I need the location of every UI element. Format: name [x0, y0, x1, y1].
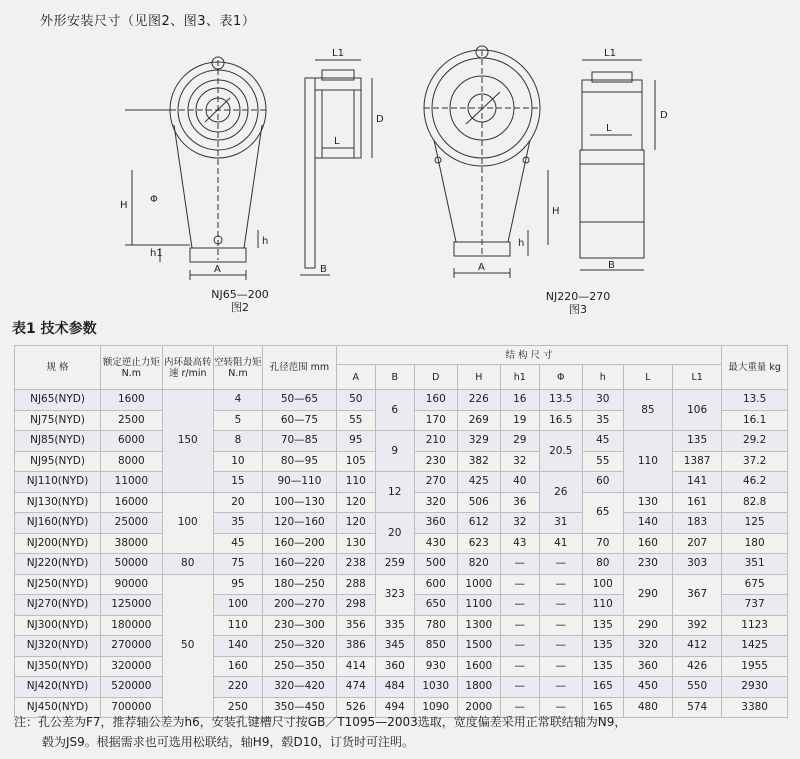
cell-idle: 8	[213, 431, 262, 452]
cell-model: NJ160(NYD)	[15, 513, 101, 534]
cell-bore: 80—95	[263, 451, 337, 472]
cell-phi: —	[539, 677, 582, 698]
cell-model: NJ350(NYD)	[15, 656, 101, 677]
cell-h: 35	[582, 410, 623, 431]
cell-model: NJ200(NYD)	[15, 533, 101, 554]
cell-B: 360	[375, 656, 414, 677]
cell-idle: 5	[213, 410, 262, 431]
cell-torque: 180000	[101, 615, 163, 636]
cell-model: NJ250(NYD)	[15, 574, 101, 595]
cell-D: 850	[414, 636, 457, 657]
cell-L1: 367	[672, 574, 721, 615]
cell-model: NJ95(NYD)	[15, 451, 101, 472]
cell-A: 105	[336, 451, 375, 472]
fig3-dim-L: L	[606, 123, 612, 134]
cell-L: 480	[623, 697, 672, 718]
cell-H: 1600	[457, 656, 500, 677]
cell-D: 210	[414, 431, 457, 452]
cell-H: 425	[457, 472, 500, 493]
cell-L: 230	[623, 554, 672, 575]
header-h: h	[582, 365, 623, 390]
cell-phi: 41	[539, 533, 582, 554]
cell-model: NJ75(NYD)	[15, 410, 101, 431]
cell-D: 600	[414, 574, 457, 595]
cell-A: 120	[336, 492, 375, 513]
fig2-dim-h: h	[262, 236, 269, 247]
header-L: L	[623, 365, 672, 390]
fig2-dim-D: D	[376, 114, 384, 125]
cell-weight: 13.5	[722, 390, 788, 411]
cell-H: 1000	[457, 574, 500, 595]
cell-D: 360	[414, 513, 457, 534]
cell-A: 526	[336, 697, 375, 718]
cell-H: 329	[457, 431, 500, 452]
cell-bore: 160—220	[263, 554, 337, 575]
cell-idle: 95	[213, 574, 262, 595]
cell-bore: 60—75	[263, 410, 337, 431]
fig2-dim-h1: h1	[150, 248, 163, 259]
cell-model: NJ450(NYD)	[15, 697, 101, 718]
fig3-dim-H: H	[552, 206, 560, 217]
cell-L1: 1387	[672, 451, 721, 472]
cell-bore: 70—85	[263, 431, 337, 452]
cell-model: NJ220(NYD)	[15, 554, 101, 575]
cell-L: 290	[623, 574, 672, 615]
table-row	[15, 677, 788, 698]
cell-model: NJ320(NYD)	[15, 636, 101, 657]
cell-torque: 6000	[101, 431, 163, 452]
cell-B: 494	[375, 697, 414, 718]
cell-idle: 35	[213, 513, 262, 534]
cell-B: 323	[375, 574, 414, 615]
cell-h: 100	[582, 574, 623, 595]
header-H: H	[457, 365, 500, 390]
cell-model: NJ65(NYD)	[15, 390, 101, 411]
cell-B: 9	[375, 431, 414, 472]
cell-weight: 737	[722, 595, 788, 616]
cell-H: 1100	[457, 595, 500, 616]
fig2-dim-A: A	[214, 264, 221, 275]
cell-weight: 125	[722, 513, 788, 534]
cell-phi: 26	[539, 472, 582, 513]
cell-phi: —	[539, 615, 582, 636]
cell-idle: 100	[213, 595, 262, 616]
cell-H: 2000	[457, 697, 500, 718]
cell-torque: 25000	[101, 513, 163, 534]
cell-L: 450	[623, 677, 672, 698]
cell-A: 414	[336, 656, 375, 677]
fig3-dim-L1: L1	[604, 48, 616, 59]
cell-h: 110	[582, 595, 623, 616]
header-idle: 空转阻力矩 N.m	[213, 346, 262, 390]
cell-L: 85	[623, 390, 672, 431]
cell-weight: 2930	[722, 677, 788, 698]
cell-torque: 38000	[101, 533, 163, 554]
table-row	[15, 431, 788, 452]
header-bore: 孔径范围 mm	[263, 346, 337, 390]
table-row	[15, 636, 788, 657]
cell-A: 238	[336, 554, 375, 575]
cell-B: 6	[375, 390, 414, 431]
cell-A: 298	[336, 595, 375, 616]
cell-phi: 31	[539, 513, 582, 534]
cell-D: 1090	[414, 697, 457, 718]
cell-H: 226	[457, 390, 500, 411]
figure3-side-view	[580, 60, 655, 270]
header-A: A	[336, 365, 375, 390]
cell-model: NJ110(NYD)	[15, 472, 101, 493]
cell-weight: 46.2	[722, 472, 788, 493]
cell-speed: 50	[162, 574, 213, 718]
cell-torque: 320000	[101, 656, 163, 677]
cell-B: 12	[375, 472, 414, 513]
cell-D: 780	[414, 615, 457, 636]
cell-B: 259	[375, 554, 414, 575]
cell-L: 130	[623, 492, 672, 513]
cell-B: 345	[375, 636, 414, 657]
cell-B: 484	[375, 677, 414, 698]
cell-torque: 700000	[101, 697, 163, 718]
cell-bore: 90—110	[263, 472, 337, 493]
fig2-dim-H: H	[120, 200, 128, 211]
cell-h1: 19	[500, 410, 539, 431]
cell-h1: —	[500, 636, 539, 657]
cell-model: NJ130(NYD)	[15, 492, 101, 513]
cell-D: 650	[414, 595, 457, 616]
cell-h: 60	[582, 472, 623, 493]
cell-phi: —	[539, 697, 582, 718]
cell-phi: —	[539, 656, 582, 677]
header-L1: L1	[672, 365, 721, 390]
cell-A: 356	[336, 615, 375, 636]
cell-weight: 1425	[722, 636, 788, 657]
cell-torque: 16000	[101, 492, 163, 513]
header-model: 规 格	[15, 346, 101, 390]
figure3-model: NJ220—270	[545, 290, 611, 303]
table-row	[15, 574, 788, 595]
table-row	[15, 390, 788, 411]
cell-weight: 16.1	[722, 410, 788, 431]
table-title: 表1 技术参数	[12, 321, 97, 337]
cell-L1: 392	[672, 615, 721, 636]
cell-weight: 1955	[722, 656, 788, 677]
cell-L1: 135	[672, 431, 721, 452]
fig3-dim-B: B	[608, 260, 615, 271]
cell-h1: 16	[500, 390, 539, 411]
cell-A: 110	[336, 472, 375, 493]
cell-D: 430	[414, 533, 457, 554]
cell-bore: 320—420	[263, 677, 337, 698]
cell-A: 474	[336, 677, 375, 698]
cell-h: 135	[582, 636, 623, 657]
cell-h1: —	[500, 697, 539, 718]
cell-phi: 16.5	[539, 410, 582, 431]
fig2-dim-L1: L1	[332, 48, 344, 59]
header-D: D	[414, 365, 457, 390]
cell-h1: 36	[500, 492, 539, 513]
cell-H: 623	[457, 533, 500, 554]
cell-weight: 29.2	[722, 431, 788, 452]
cell-bore: 350—450	[263, 697, 337, 718]
footnote-line2: 毂为JS9。根据需求也可选用松联结，轴H9，毂D10，订货时可注明。	[42, 735, 414, 749]
cell-torque: 2500	[101, 410, 163, 431]
cell-H: 820	[457, 554, 500, 575]
cell-L1: 574	[672, 697, 721, 718]
figure2-model: NJ65—200	[211, 288, 269, 301]
cell-A: 50	[336, 390, 375, 411]
cell-model: NJ300(NYD)	[15, 615, 101, 636]
cell-h1: —	[500, 677, 539, 698]
fig3-dim-D: D	[660, 110, 668, 121]
header-struct: 结 构 尺 寸	[336, 346, 721, 365]
cell-D: 170	[414, 410, 457, 431]
cell-bore: 200—270	[263, 595, 337, 616]
cell-idle: 220	[213, 677, 262, 698]
cell-model: NJ420(NYD)	[15, 677, 101, 698]
cell-bore: 120—160	[263, 513, 337, 534]
cell-h: 55	[582, 451, 623, 472]
cell-idle: 140	[213, 636, 262, 657]
cell-bore: 100—130	[263, 492, 337, 513]
cell-h1: 29	[500, 431, 539, 452]
fig2-dim-L: L	[334, 136, 340, 147]
footnote-line1: 注：孔公差为F7，推荐轴公差为h6，安装孔键槽尺寸按GB／T1095—2003选取，宽度偏差采用正常联结轴为N9，	[14, 715, 627, 729]
cell-weight: 3380	[722, 697, 788, 718]
table-row	[15, 656, 788, 677]
cell-speed: 100	[162, 492, 213, 554]
header-phi: Φ	[539, 365, 582, 390]
cell-idle: 75	[213, 554, 262, 575]
cell-L1: 550	[672, 677, 721, 698]
figure3-caption	[538, 290, 618, 316]
cell-h1: —	[500, 554, 539, 575]
cell-phi: —	[539, 595, 582, 616]
cell-bore: 250—320	[263, 636, 337, 657]
fig3-dim-h: h	[518, 238, 525, 249]
cell-H: 612	[457, 513, 500, 534]
cell-h1: —	[500, 595, 539, 616]
cell-idle: 10	[213, 451, 262, 472]
figure2-label: 图2	[231, 301, 249, 314]
cell-L1: 106	[672, 390, 721, 431]
figure2-caption	[200, 288, 280, 314]
fig2-dim-phi: Φ	[150, 194, 158, 205]
cell-weight: 675	[722, 574, 788, 595]
cell-idle: 20	[213, 492, 262, 513]
cell-h1: —	[500, 574, 539, 595]
table-row	[15, 615, 788, 636]
cell-D: 930	[414, 656, 457, 677]
cell-h1: 40	[500, 472, 539, 493]
cell-h: 30	[582, 390, 623, 411]
cell-h1: 32	[500, 451, 539, 472]
cell-H: 382	[457, 451, 500, 472]
cell-h: 165	[582, 677, 623, 698]
cell-speed: 80	[162, 554, 213, 575]
cell-L: 110	[623, 431, 672, 493]
cell-h1: —	[500, 615, 539, 636]
cell-torque: 8000	[101, 451, 163, 472]
cell-L: 140	[623, 513, 672, 534]
cell-h: 135	[582, 656, 623, 677]
tech-params-table	[14, 345, 788, 718]
cell-bore: 160—200	[263, 533, 337, 554]
installation-drawings	[0, 30, 800, 320]
cell-h: 135	[582, 615, 623, 636]
cell-D: 230	[414, 451, 457, 472]
cell-H: 1300	[457, 615, 500, 636]
cell-idle: 45	[213, 533, 262, 554]
cell-L1: 183	[672, 513, 721, 534]
cell-torque: 90000	[101, 574, 163, 595]
cell-phi: —	[539, 574, 582, 595]
cell-B: 20	[375, 513, 414, 554]
footnote	[14, 712, 788, 752]
cell-h: 65	[582, 492, 623, 533]
cell-L: 160	[623, 533, 672, 554]
cell-D: 270	[414, 472, 457, 493]
cell-h1: —	[500, 656, 539, 677]
cell-A: 95	[336, 431, 375, 452]
cell-L1: 412	[672, 636, 721, 657]
cell-torque: 270000	[101, 636, 163, 657]
cell-weight: 82.8	[722, 492, 788, 513]
cell-bore: 180—250	[263, 574, 337, 595]
cell-idle: 160	[213, 656, 262, 677]
cell-idle: 110	[213, 615, 262, 636]
cell-phi: 13.5	[539, 390, 582, 411]
cell-L1: 207	[672, 533, 721, 554]
figure3-front-view	[424, 46, 548, 278]
cell-D: 160	[414, 390, 457, 411]
cell-L1: 141	[672, 472, 721, 493]
cell-idle: 250	[213, 697, 262, 718]
cell-h: 80	[582, 554, 623, 575]
cell-H: 506	[457, 492, 500, 513]
cell-idle: 4	[213, 390, 262, 411]
cell-h: 165	[582, 697, 623, 718]
cell-h: 70	[582, 533, 623, 554]
cell-model: NJ85(NYD)	[15, 431, 101, 452]
cell-L: 360	[623, 656, 672, 677]
cell-L1: 303	[672, 554, 721, 575]
header-B: B	[375, 365, 414, 390]
cell-speed: 150	[162, 390, 213, 493]
cell-model: NJ270(NYD)	[15, 595, 101, 616]
cell-A: 130	[336, 533, 375, 554]
cell-L1: 161	[672, 492, 721, 513]
figure3-label: 图3	[569, 303, 587, 316]
header-torque: 额定逆止力矩 N.m	[101, 346, 163, 390]
header-h1: h1	[500, 365, 539, 390]
cell-torque: 11000	[101, 472, 163, 493]
fig2-dim-B: B	[320, 264, 327, 275]
cell-H: 269	[457, 410, 500, 431]
cell-torque: 520000	[101, 677, 163, 698]
figure2-front-view	[125, 57, 269, 280]
cell-B: 335	[375, 615, 414, 636]
cell-h1: 43	[500, 533, 539, 554]
cell-H: 1500	[457, 636, 500, 657]
figure2-side-view	[300, 60, 372, 275]
cell-A: 120	[336, 513, 375, 534]
cell-phi: —	[539, 636, 582, 657]
cell-H: 1800	[457, 677, 500, 698]
cell-weight: 37.2	[722, 451, 788, 472]
cell-L: 290	[623, 615, 672, 636]
table-row	[15, 554, 788, 575]
cell-D: 320	[414, 492, 457, 513]
cell-A: 55	[336, 410, 375, 431]
cell-h1: 32	[500, 513, 539, 534]
cell-A: 386	[336, 636, 375, 657]
cell-L1: 426	[672, 656, 721, 677]
cell-weight: 1123	[722, 615, 788, 636]
cell-h: 45	[582, 431, 623, 452]
fig3-dim-A: A	[478, 262, 485, 273]
table-row	[15, 472, 788, 493]
cell-idle: 15	[213, 472, 262, 493]
cell-bore: 230—300	[263, 615, 337, 636]
cell-torque: 50000	[101, 554, 163, 575]
header-speed: 内环最高转速 r/min	[162, 346, 213, 390]
table-row	[15, 513, 788, 534]
cell-torque: 125000	[101, 595, 163, 616]
header-weight: 最大重量 kg	[722, 346, 788, 390]
cell-phi: —	[539, 554, 582, 575]
cell-bore: 250—350	[263, 656, 337, 677]
cell-phi: 20.5	[539, 431, 582, 472]
cell-bore: 50—65	[263, 390, 337, 411]
cell-weight: 351	[722, 554, 788, 575]
cell-weight: 180	[722, 533, 788, 554]
cell-A: 288	[336, 574, 375, 595]
section-heading: 外形安装尺寸（见图2、图3、表1）	[40, 14, 256, 29]
cell-D: 1030	[414, 677, 457, 698]
cell-L: 320	[623, 636, 672, 657]
cell-D: 500	[414, 554, 457, 575]
cell-torque: 1600	[101, 390, 163, 411]
